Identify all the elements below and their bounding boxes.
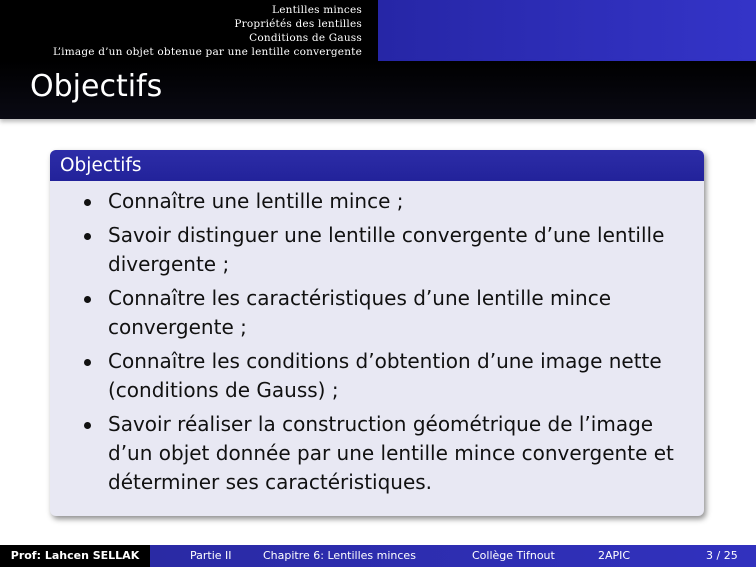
footer-info xyxy=(150,545,756,567)
footer-part: Partie II xyxy=(190,549,232,562)
list-item-text: Connaître les caractéristiques d’une lentille mince convergente ; xyxy=(108,286,612,339)
footer-college: Collège Tifnout xyxy=(472,549,555,562)
frame-title-bar xyxy=(0,61,756,119)
footer-page-number: 3 / 25 xyxy=(706,549,738,562)
list-item xyxy=(84,284,684,342)
list-item-text: Savoir réaliser la construction géométrique de l’image d’un objet donnée par une lentille mince convergente et déterminer ses caractéristiques. xyxy=(108,412,674,494)
nav-section-proprietes[interactable]: Propriétés des lentilles xyxy=(234,18,362,30)
list-item-text: Connaître les conditions d’obtention d’une image nette (conditions de Gauss) ; xyxy=(108,349,662,402)
bullet-icon xyxy=(84,422,91,429)
block-body xyxy=(50,181,704,497)
list-item xyxy=(84,187,684,216)
list-item-text: Connaître une lentille mince ; xyxy=(108,189,404,213)
bullet-icon xyxy=(84,233,91,240)
list-item xyxy=(84,347,684,405)
navigation-panel-right xyxy=(378,0,756,61)
footer-bar xyxy=(0,545,756,567)
navigation-bar xyxy=(0,0,756,61)
bullet-icon xyxy=(84,296,91,303)
bullet-icon xyxy=(84,199,91,206)
footer-chapter: Chapitre 6: Lentilles minces xyxy=(263,549,416,562)
footer-author: Prof: Lahcen SELLAK xyxy=(0,545,150,567)
bullet-icon xyxy=(84,359,91,366)
block-title: Objectifs xyxy=(50,150,704,181)
frame-title: Objectifs xyxy=(30,69,163,104)
list-item xyxy=(84,221,684,279)
list-item-text: Savoir distinguer une lentille convergente d’une lentille divergente ; xyxy=(108,223,665,276)
objectives-block xyxy=(50,150,704,516)
list-item xyxy=(84,410,684,497)
nav-section-conditions-gauss[interactable]: Conditions de Gauss xyxy=(249,32,362,44)
navigation-panel-left xyxy=(0,0,378,61)
nav-section-lentilles-minces[interactable]: Lentilles minces xyxy=(272,4,362,16)
objectives-list xyxy=(84,187,684,497)
section-navigation xyxy=(0,3,362,59)
footer-class: 2APIC xyxy=(598,549,631,562)
nav-section-image-objet[interactable]: L’image d’un objet obtenue par une lentille convergente xyxy=(52,46,362,58)
